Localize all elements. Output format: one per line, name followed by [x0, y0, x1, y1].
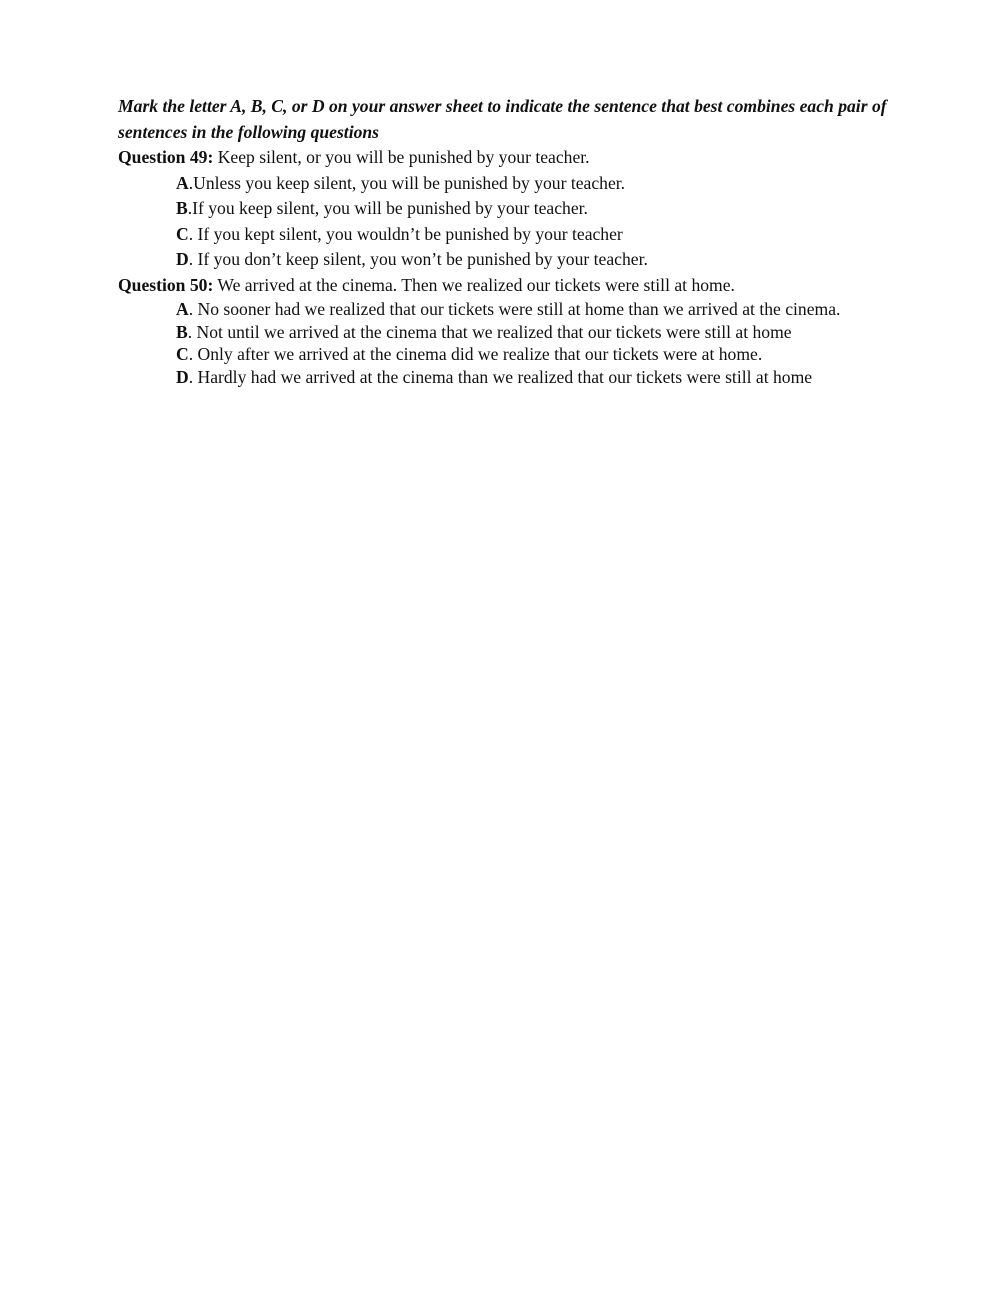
option-text: . Not until we arrived at the cinema that we realized that our tickets were still at home — [187, 321, 792, 342]
option-text: .Unless you keep silent, you will be punished by your teacher. — [188, 172, 626, 193]
worksheet-page — [118, 94, 893, 388]
question-50 — [118, 273, 893, 299]
option-text: . No sooner had we realized that our tickets were still at home than we arrived at the cinema. — [188, 299, 841, 319]
option-letter: B — [176, 198, 188, 218]
question-50-option-b[interactable] — [118, 321, 893, 344]
question-50-option-d[interactable] — [118, 366, 893, 389]
option-text: . If you kept silent, you wouldn’t be punished by your teacher — [188, 223, 623, 244]
option-letter: A — [176, 299, 189, 319]
question-label: Question 49: — [118, 147, 214, 167]
option-text: . If you don’t keep silent, you won’t be punished by your teacher. — [188, 249, 648, 269]
question-prompt: Keep silent, or you will be punished by your teacher. — [213, 147, 590, 167]
question-49-option-c[interactable] — [118, 222, 893, 248]
option-text: .If you keep silent, you will be punished by your teacher. — [187, 198, 588, 218]
option-letter: D — [176, 366, 189, 387]
question-label: Question 50: — [118, 274, 214, 295]
option-letter: B — [176, 321, 188, 342]
question-49-option-b[interactable] — [118, 196, 893, 222]
option-text: . Hardly had we arrived at the cinema than we realized that our tickets were still at home — [188, 366, 813, 387]
question-50-option-a[interactable] — [118, 298, 893, 321]
option-letter: C — [176, 344, 189, 364]
question-prompt: We arrived at the cinema. Then we realized our tickets were still at home. — [213, 274, 735, 295]
question-49-option-a[interactable] — [118, 171, 893, 197]
question-50-option-c[interactable] — [118, 343, 893, 366]
option-letter: D — [176, 249, 189, 269]
option-letter: C — [176, 223, 189, 244]
question-49 — [118, 145, 893, 171]
instruction-text: Mark the letter A, B, C, or D on your answer sheet to indicate the sentence that best combines each pair of sentences in the following questions — [118, 96, 887, 142]
option-text: . Only after we arrived at the cinema did we realize that our tickets were at home. — [188, 344, 763, 364]
option-letter: A — [176, 172, 189, 193]
question-49-option-d[interactable] — [118, 247, 893, 273]
